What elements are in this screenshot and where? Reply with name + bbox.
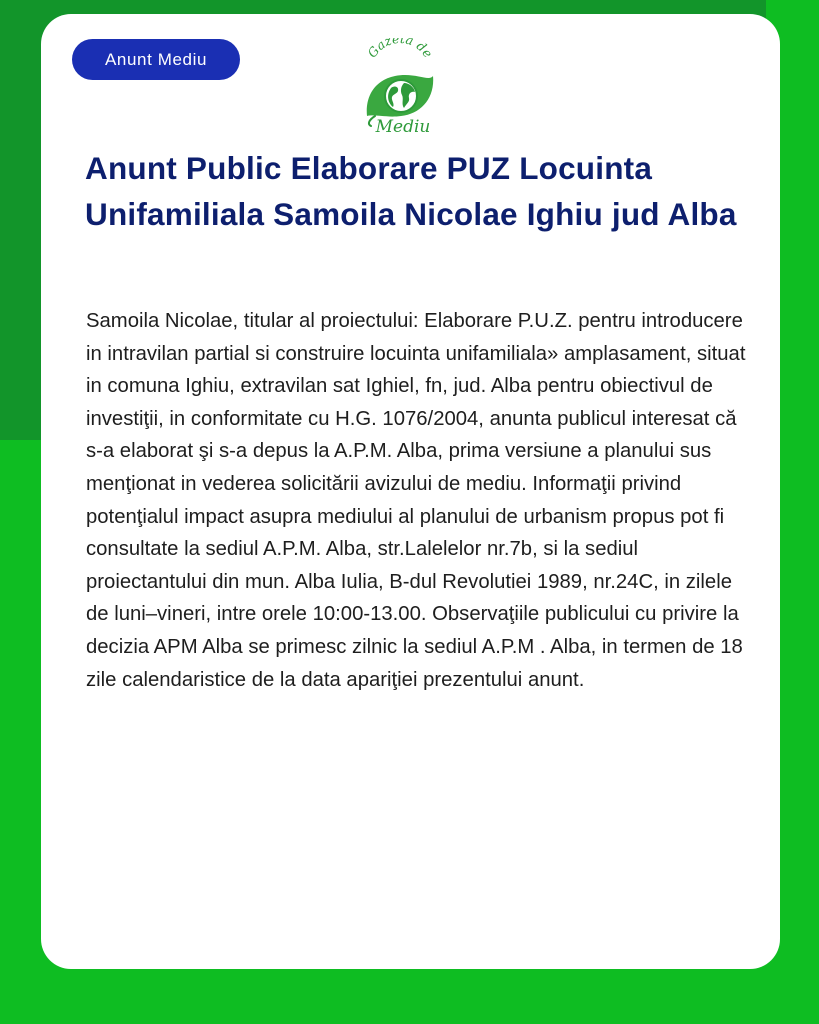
gazeta-de-mediu-logo[interactable] xyxy=(357,38,443,134)
category-badge-label: Anunt Mediu xyxy=(104,49,208,69)
article-body: Samoila Nicolae, titular al proiectului: Elaborare P.U.Z. pentru introducere in intravilan partial si construire locuinta unifamiliala» amplasament, situat in comuna Ighiu, extravilan sat Ighiel, fn, jud. Alba pentru obiectivul de investiţii, in conformitate cu H.G. 1076/2004, anunta publicul interesat că s-a elaborat şi s-a depus la A.P.M. Alba, prima versiune a planului sus menţionat in vederea solicitării avizului de mediu. Informaţii privind potenţialul impact asupra mediului al planului de urbanism propus pot fi consultate la sediul A.P.M. Alba, str.Lalelelor nr.7b, si la sediul proiectantului din mun. Alba Iulia, B-dul Revolutiei 1989, nr.24C, in zilele de luni–vineri, intre orele 10:00-13.00. Observaţiile publicului cu privire la decizia APM Alba se primesc zilnic la sediul A.P.M . Alba, in termen de 18 zile calendaristice de la data apariţiei prezentului anunt. xyxy=(86,310,746,691)
article-title: Anunt Public Elaborare PUZ Locuinta Unifamiliala Samoila Nicolae Ighiu jud Alba xyxy=(85,150,737,232)
category-badge[interactable] xyxy=(72,39,240,80)
svg-text:Gazeta de xyxy=(364,38,436,60)
announcement-card xyxy=(41,14,780,969)
logo-top-text: Gazeta de xyxy=(364,38,436,61)
globe-leaf-icon xyxy=(357,38,443,134)
logo-bottom-text: Mediu xyxy=(375,117,431,134)
